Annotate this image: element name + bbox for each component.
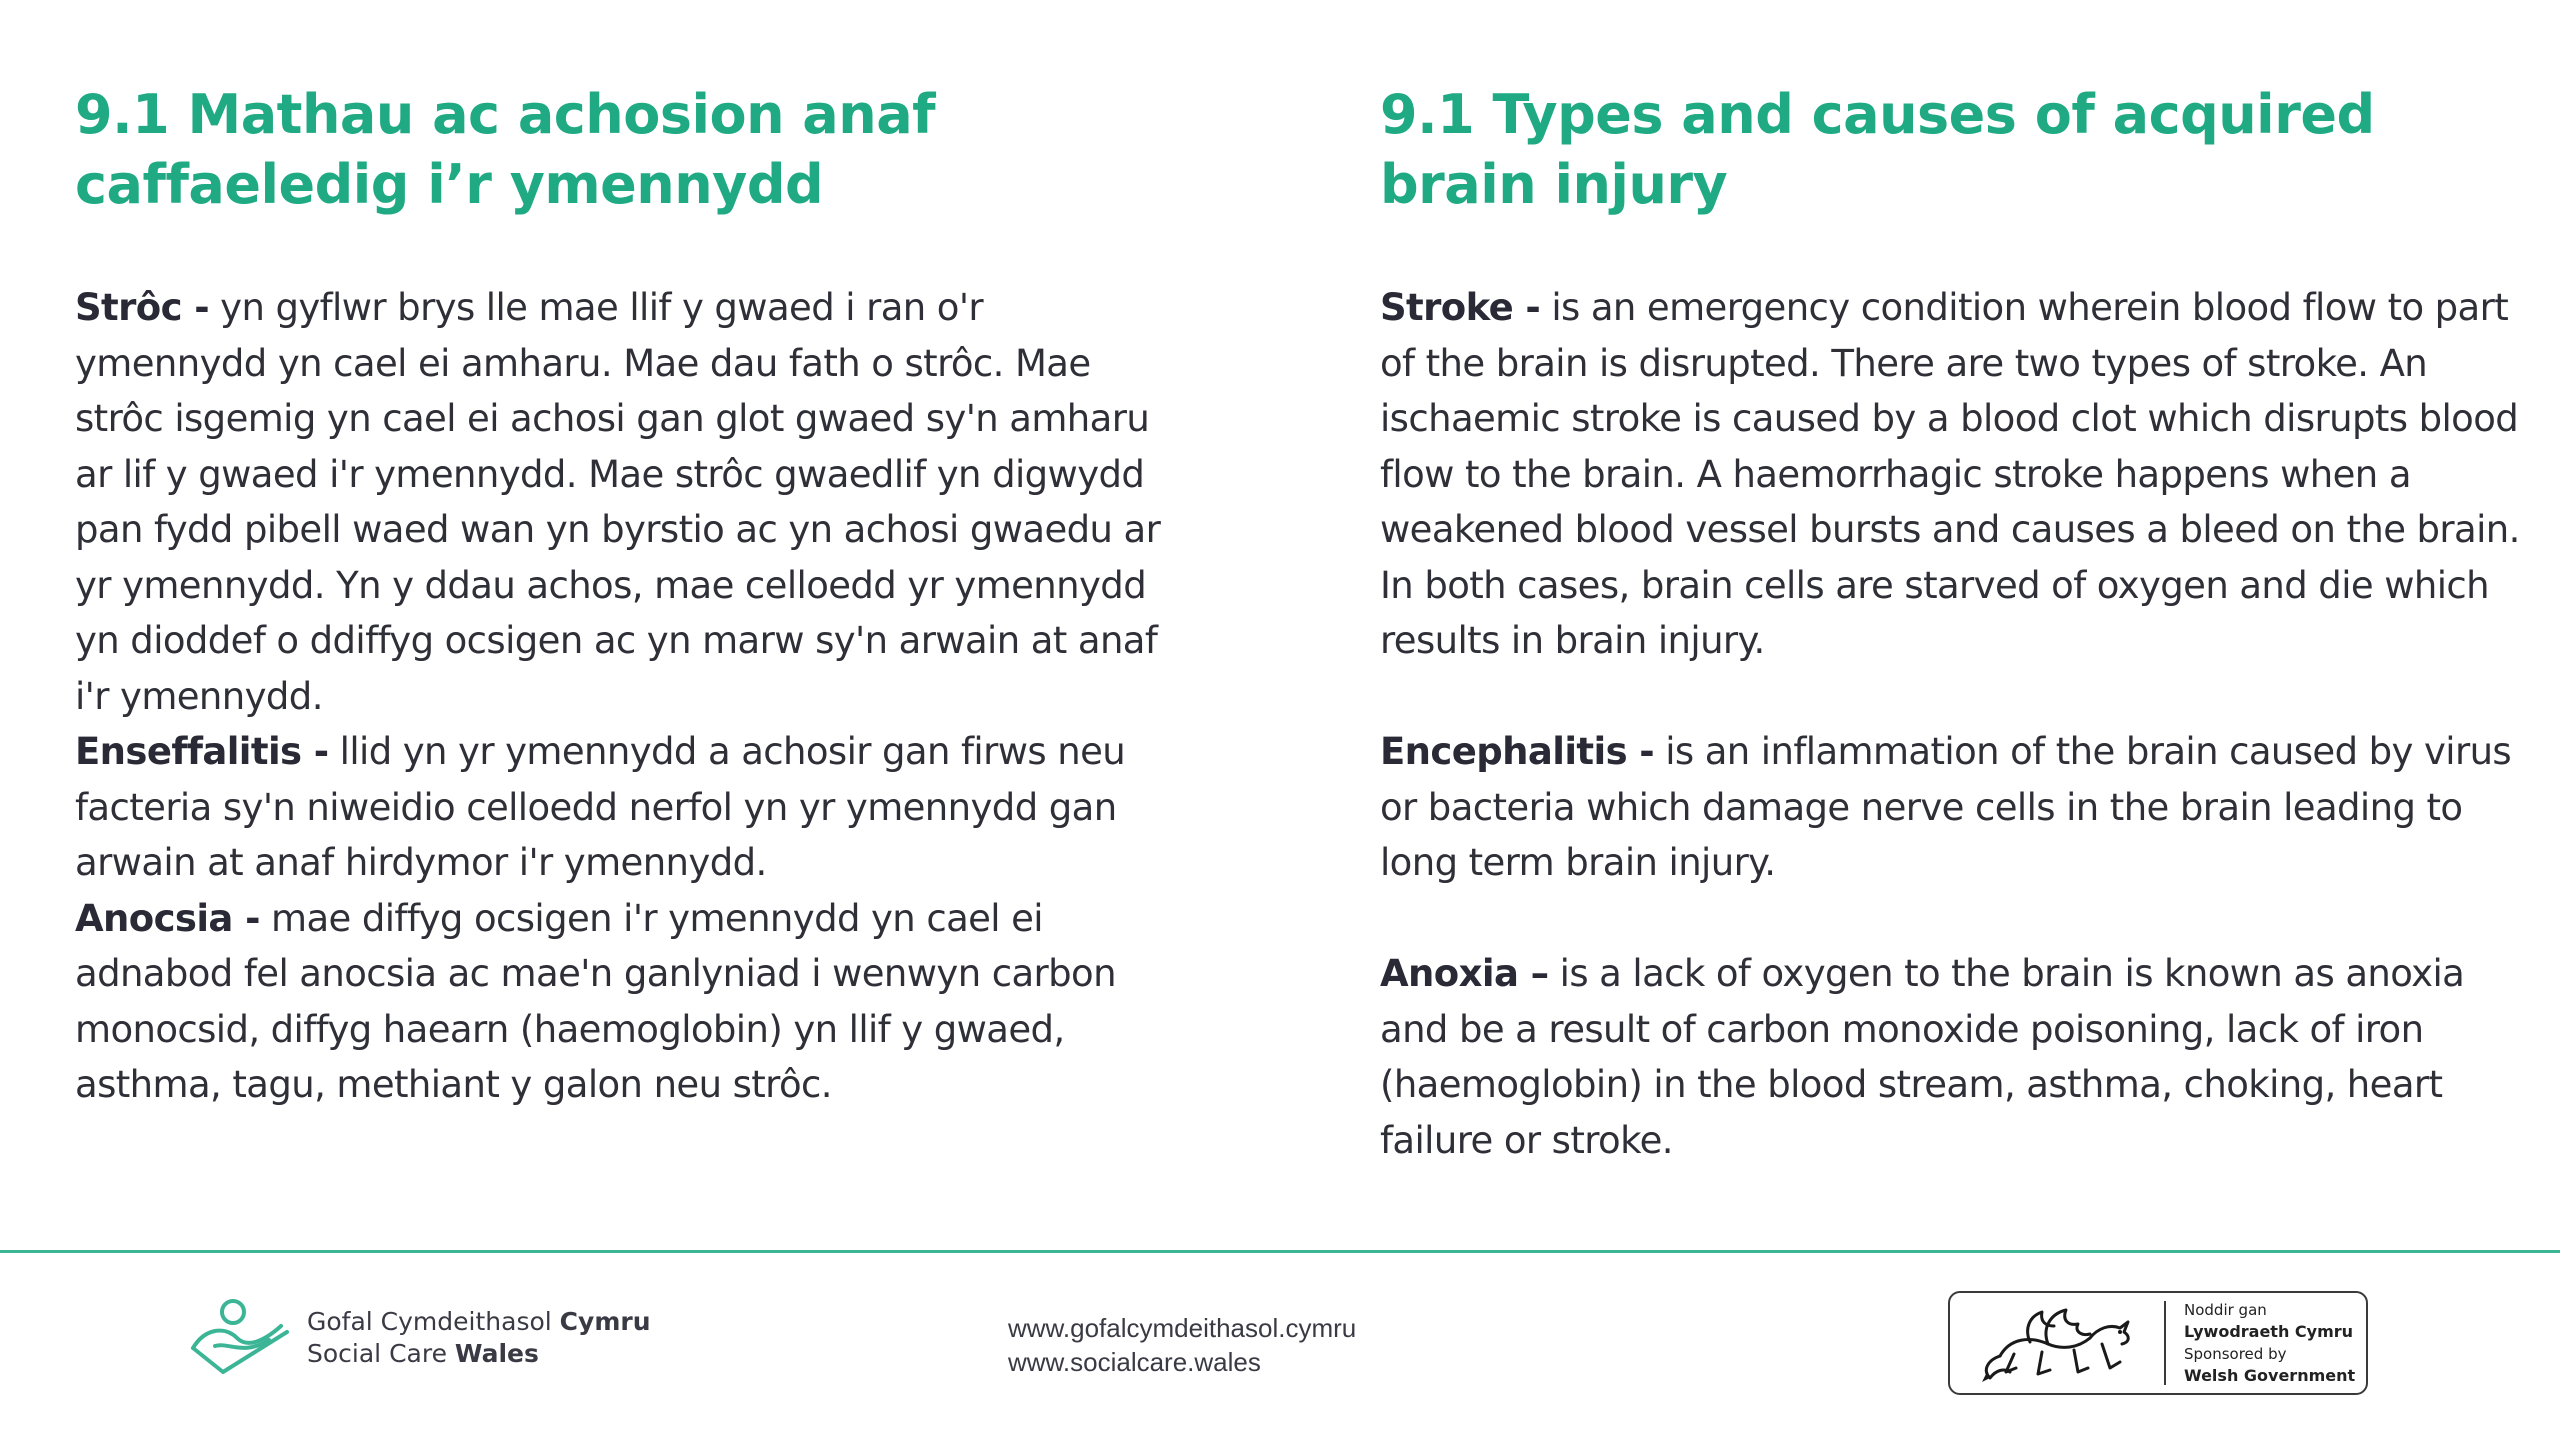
welsh-dragon-icon — [1970, 1298, 2150, 1388]
welsh-text-anoxia: mae diffyg ocsigen i'r ymennydd yn cael ei adnabod fel anocsia ac mae'n ganlyniad i wenwyn carbon monocsid, diffyg haearn (haemoglobin) yn llif y gwaed, asthma, tagu, methiant y galon neu strôc. — [75, 896, 1116, 1106]
brand-logo-block — [185, 1298, 651, 1378]
welsh-item-anoxia — [75, 891, 1185, 1113]
welsh-column — [75, 80, 1185, 1113]
social-care-wales-logo-icon — [185, 1298, 295, 1378]
english-term-encephalitis: Encephalitis - — [1380, 730, 1655, 773]
welsh-term-encephalitis: Enseffalitis - — [75, 730, 329, 773]
welsh-term-stroke: Strôc - — [75, 286, 209, 329]
english-term-anoxia: Anoxia – — [1380, 952, 1549, 995]
welsh-text-encephalitis: llid yn yr ymennydd a achosir gan firws neu facteria sy'n niweidio celloedd nerfol yn yr ymennydd gan arwain at anaf hirdymor i'r ymennydd. — [75, 730, 1126, 884]
brand-welsh-regular: Gofal Cymdeithasol — [307, 1307, 560, 1336]
brand-english-regular: Social Care — [307, 1339, 455, 1368]
welsh-heading-line1: 9.1 Mathau ac achosion anaf — [75, 83, 936, 146]
gov-line-noddir: Noddir gan — [2184, 1301, 2267, 1319]
brand-name — [307, 1306, 651, 1370]
gov-line-sponsored: Sponsored by — [2184, 1345, 2287, 1363]
welsh-heading-line2: caffaeledig i’r ymennydd — [75, 153, 824, 216]
brand-line-welsh — [307, 1306, 651, 1338]
english-text-stroke: is an emergency condition wherein blood flow to part of the brain is disrupted. There are two types of stroke. An ischaemic stroke is caused by a blood clot which disrupts blood flow to the brain. A haemorrhagic stroke happens when a weakened blood vessel bursts and causes a bleed on the brain. In both cases, brain cells are starved of oxygen and die which results in brain injury. — [1380, 286, 2520, 662]
url-welsh-link[interactable]: www.gofalcymdeithasol.cymru — [1008, 1313, 1357, 1343]
welsh-text-stroke: yn gyflwr brys lle mae llif y gwaed i ran o'r ymennydd yn cael ei amharu. Mae dau fath o strôc. Mae strôc isgemig yn cael ei achosi gan glot gwaed sy'n amharu ar lif y gwaed i'r ymennydd. Mae strôc gwaedlif yn digwydd pan fydd pibell waed wan yn byrstio ac yn achosi gwaedu ar yr ymennydd. Yn y ddau achos, mae celloedd yr ymennydd yn dioddef o ddiffyg ocsigen ac yn marw sy'n arwain at anaf i'r ymennydd. — [75, 286, 1161, 718]
welsh-term-anoxia: Anocsia - — [75, 896, 260, 940]
brand-welsh-bold: Cymru — [559, 1307, 651, 1336]
footer-divider — [0, 1250, 2560, 1253]
url-english-link[interactable]: www.socialcare.wales — [1008, 1347, 1261, 1377]
english-text-encephalitis: is an inflammation of the brain caused by virus or bacteria which damage nerve cells in the brain leading to long term brain injury. — [1380, 730, 2512, 884]
welsh-heading — [75, 80, 1185, 220]
gov-badge-text — [2184, 1299, 2355, 1387]
english-heading-line1: 9.1 Types and causes of acquired — [1380, 83, 2375, 146]
brand-english-bold: Wales — [454, 1339, 539, 1368]
english-heading-line2: brain injury — [1380, 153, 1728, 216]
welsh-item-stroke — [75, 280, 1185, 724]
english-item-stroke — [1380, 280, 2530, 669]
english-heading — [1380, 80, 2530, 220]
welsh-government-badge — [1948, 1291, 2368, 1395]
gov-badge-divider — [2164, 1301, 2166, 1385]
gov-line-lywodraeth: Lywodraeth Cymru — [2184, 1322, 2354, 1341]
english-item-anoxia — [1380, 946, 2530, 1168]
english-column — [1380, 80, 2530, 1168]
gov-line-welsh-government: Welsh Government — [2184, 1366, 2356, 1385]
welsh-item-encephalitis — [75, 724, 1185, 891]
english-term-stroke: Stroke - — [1380, 286, 1541, 329]
brand-line-english — [307, 1338, 651, 1370]
english-item-encephalitis — [1380, 724, 2530, 891]
footer-urls — [1008, 1311, 1356, 1379]
english-text-anoxia: is a lack of oxygen to the brain is known as anoxia and be a result of carbon monoxide poisoning, lack of iron (haemoglobin) in the blood stream, asthma, choking, heart failure or stroke. — [1380, 952, 2465, 1162]
